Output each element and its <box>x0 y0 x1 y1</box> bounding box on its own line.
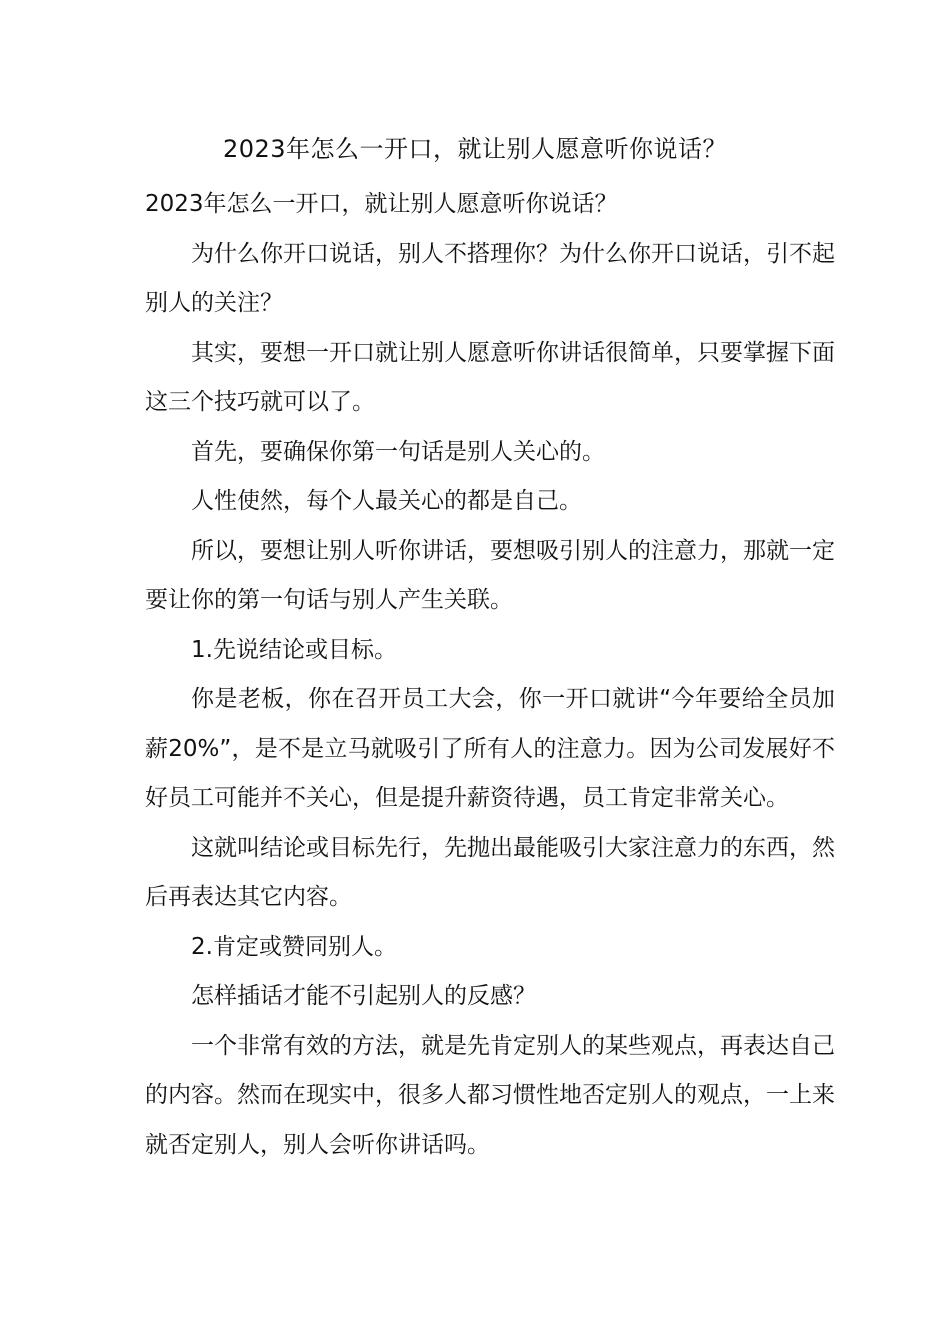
paragraph: 首先，要确保你第一句话是别人关心的。 <box>191 438 605 465</box>
paragraph: 怎样插话才能不引起别人的反感？ <box>191 983 536 1009</box>
section-heading: 1.先说结论或目标。 <box>191 636 397 663</box>
document-body <box>145 180 835 1170</box>
paragraph: 其实，要想一开口就让别人愿意听你讲话很简单，只要掌握下面这三个技巧就可以了。 <box>145 339 835 415</box>
document-title: 2023年怎么一开口，就让别人愿意听你说话？ <box>222 135 728 163</box>
paragraph: 这就叫结论或目标先行，先抛出最能吸引大家注意力的东西，然后再表达其它内容。 <box>145 834 835 910</box>
paragraph: 为什么你开口说话，别人不搭理你？为什么你开口说话，引不起别人的关注？ <box>145 240 835 316</box>
subtitle-paragraph: 2023年怎么一开口，就让别人愿意听你说话？ <box>145 191 618 217</box>
paragraph: 所以，要想让别人听你讲话，要想吸引别人的注意力，那就一定要让你的第一句话与别人产生关联。 <box>145 537 835 613</box>
paragraph: 人性使然，每个人最关心的都是自己。 <box>191 488 582 514</box>
paragraph: 你是老板，你在召开员工大会，你一开口就讲“今年要给全员加薪20%”，是不是立马就吸引了所有人的注意力。因为公司发展好不好员工可能并不关心，但是提升薪资待遇，员工肯定非常关心。 <box>145 686 835 811</box>
paragraph: 一个非常有效的方法，就是先肯定别人的某些观点，再表达自己的内容。然而在现实中，很多人都习惯性地否定别人的观点，一上来就否定别人，别人会听你讲话吗。 <box>145 1032 835 1158</box>
section-heading: 2.肯定或赞同别人。 <box>191 933 397 960</box>
